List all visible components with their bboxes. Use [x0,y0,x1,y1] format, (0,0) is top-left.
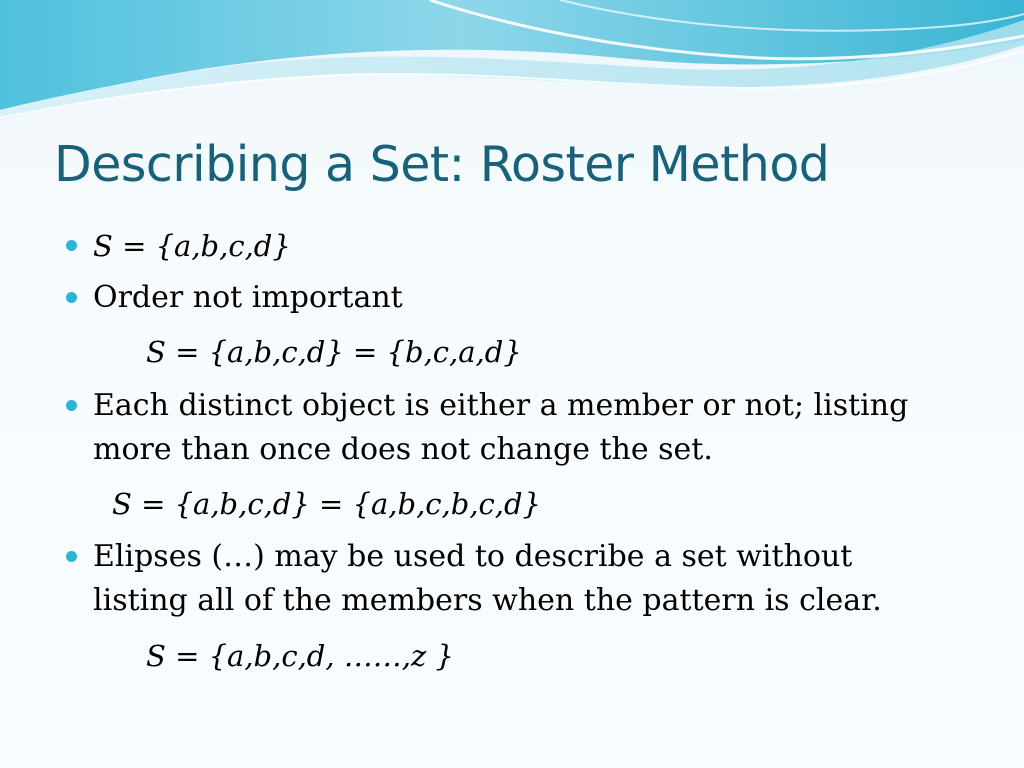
bullet-text-ellipses-line2: listing all of the members when the pattern is clear. [93,583,882,618]
bullet-text-distinct-line1: Each distinct object is either a member or not; listing [93,388,909,423]
bullet-dot [66,551,77,562]
order-formula: S = {a,b,c,d} = {b,c,a,d} [146,335,522,369]
bullet-dot [66,400,77,411]
duplicates-formula: S = {a,b,c,d} = {a,b,c,b,c,d} [112,487,542,521]
slide-title: Describing a Set: Roster Method [54,136,830,193]
bullet-dot [66,292,77,303]
ellipses-formula: S = {a,b,c,d, ……,z } [146,639,454,673]
set-definition-formula: S = {a,b,c,d} [93,229,291,263]
bullet-text-order: Order not important [93,280,403,315]
bullet-text-ellipses-line1: Elipses (…) may be used to describe a set without [93,539,853,574]
bullet-text-distinct-line2: more than once does not change the set. [93,432,713,467]
bullet-dot [66,240,77,251]
